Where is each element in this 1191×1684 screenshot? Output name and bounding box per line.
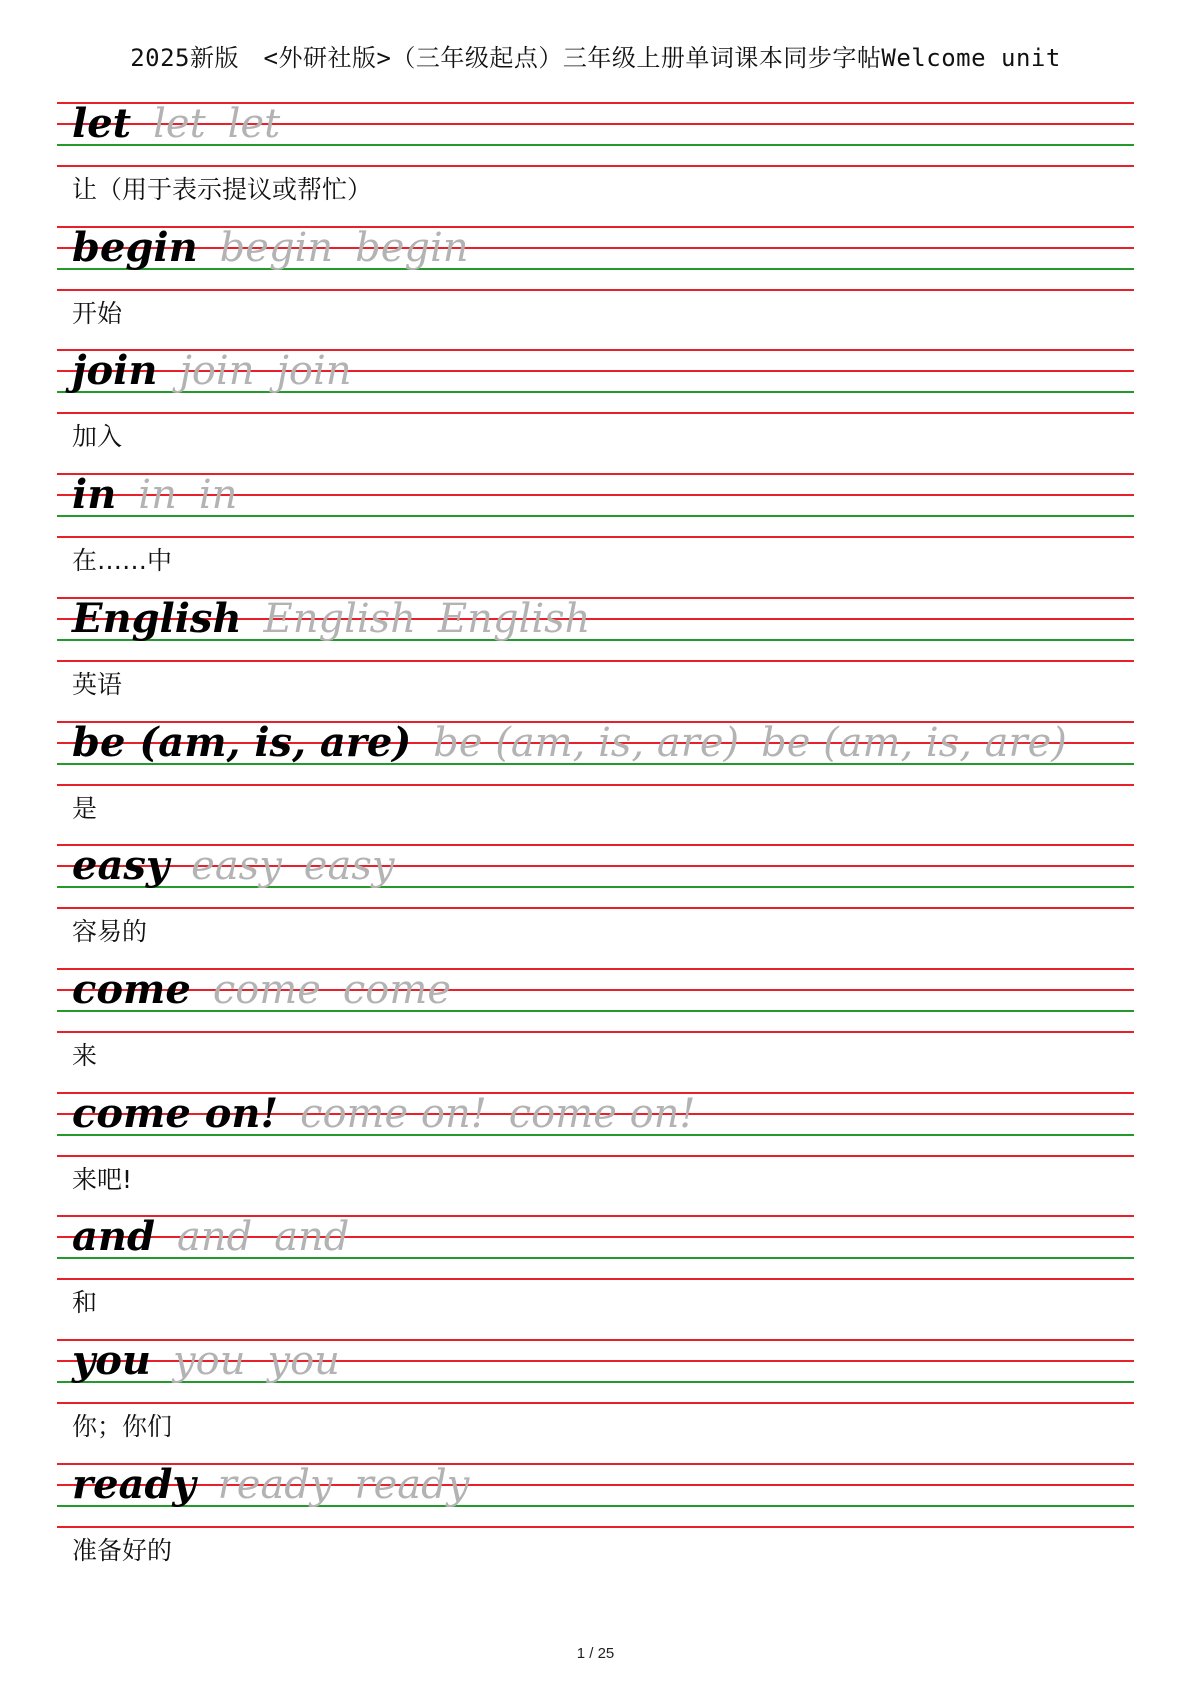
word-trace: be (am, is, are) bbox=[761, 720, 1067, 766]
word-trace: come on! bbox=[508, 1091, 696, 1137]
word-trace: ready bbox=[217, 1462, 333, 1508]
word-row bbox=[72, 842, 394, 902]
guide-line-bottom bbox=[57, 660, 1134, 662]
word-row bbox=[72, 1461, 469, 1521]
word-trace: let bbox=[153, 101, 206, 147]
word-model: come on! bbox=[72, 1090, 279, 1137]
word-entry bbox=[57, 1463, 1134, 1586]
guide-line-bottom bbox=[57, 536, 1134, 538]
word-trace: easy bbox=[191, 843, 282, 889]
guide-line-bottom bbox=[57, 1402, 1134, 1404]
word-row bbox=[72, 1090, 696, 1150]
word-meaning: 让（用于表示提议或帮忙） bbox=[72, 175, 373, 204]
word-row bbox=[72, 1337, 340, 1397]
word-trace: English bbox=[263, 596, 416, 642]
word-meaning: 来吧! bbox=[72, 1165, 133, 1194]
word-meaning: 开始 bbox=[72, 299, 123, 328]
word-trace: join bbox=[276, 348, 352, 394]
word-trace: in bbox=[138, 472, 177, 518]
word-meaning: 容易的 bbox=[72, 917, 148, 946]
word-model: let bbox=[72, 100, 132, 147]
word-entry bbox=[57, 1339, 1134, 1462]
word-row bbox=[72, 100, 280, 160]
word-model: you bbox=[72, 1337, 152, 1384]
word-model: join bbox=[72, 347, 158, 394]
word-model: in bbox=[72, 471, 117, 518]
word-trace: in bbox=[198, 472, 238, 518]
word-meaning: 加入 bbox=[72, 422, 123, 451]
guide-line-bottom bbox=[57, 784, 1134, 786]
word-entry bbox=[57, 473, 1134, 596]
word-trace: English bbox=[437, 596, 591, 642]
word-model: come bbox=[72, 966, 191, 1013]
word-entry bbox=[57, 226, 1134, 349]
word-meaning: 和 bbox=[72, 1288, 98, 1317]
word-trace: come on! bbox=[300, 1091, 487, 1137]
word-trace: join bbox=[179, 348, 255, 394]
word-entry bbox=[57, 1092, 1134, 1215]
word-trace: and bbox=[176, 1214, 253, 1260]
word-model: English bbox=[72, 595, 242, 642]
word-meaning: 英语 bbox=[72, 670, 123, 699]
word-row bbox=[72, 1213, 349, 1273]
word-trace: let bbox=[227, 101, 281, 147]
word-row bbox=[72, 595, 590, 655]
word-entry bbox=[57, 349, 1134, 472]
word-model: ready bbox=[72, 1461, 196, 1508]
word-model: and bbox=[72, 1213, 155, 1260]
word-trace: begin bbox=[219, 225, 334, 271]
word-model: begin bbox=[72, 224, 198, 271]
word-model: easy bbox=[72, 842, 170, 889]
word-entry bbox=[57, 1215, 1134, 1338]
guide-line-bottom bbox=[57, 412, 1134, 414]
word-trace: ready bbox=[354, 1462, 470, 1508]
guide-line-bottom bbox=[57, 1278, 1134, 1280]
guide-line-bottom bbox=[57, 1031, 1134, 1033]
page-title: 2025新版 <外研社版>（三年级起点）三年级上册单词课本同步字帖Welcome unit bbox=[130, 44, 1061, 72]
word-trace: come bbox=[212, 967, 321, 1013]
word-meaning: 是 bbox=[72, 794, 98, 823]
word-trace: easy bbox=[303, 843, 395, 889]
page-number: 1 / 25 bbox=[576, 1645, 615, 1662]
word-entry bbox=[57, 597, 1134, 720]
word-meaning: 准备好的 bbox=[72, 1536, 173, 1565]
guide-line-bottom bbox=[57, 1526, 1134, 1528]
word-entry bbox=[57, 721, 1134, 844]
word-model: be (am, is, are) bbox=[72, 719, 412, 766]
word-meaning: 你；你们 bbox=[72, 1412, 173, 1441]
word-trace: you bbox=[267, 1338, 340, 1384]
word-trace: come bbox=[342, 967, 451, 1013]
word-row bbox=[72, 347, 352, 407]
word-row bbox=[72, 224, 469, 284]
guide-line-bottom bbox=[57, 289, 1134, 291]
word-trace: you bbox=[173, 1338, 246, 1384]
word-meaning: 来 bbox=[72, 1041, 98, 1070]
word-row bbox=[72, 966, 451, 1026]
word-trace: begin bbox=[355, 225, 469, 271]
guide-line-bottom bbox=[57, 165, 1134, 167]
word-meaning: 在……中 bbox=[72, 546, 173, 575]
guide-line-bottom bbox=[57, 907, 1134, 909]
word-row bbox=[72, 471, 237, 531]
word-entry bbox=[57, 102, 1134, 225]
guide-line-bottom bbox=[57, 1155, 1134, 1157]
word-trace: and bbox=[274, 1214, 350, 1260]
word-row bbox=[72, 719, 1067, 779]
word-trace: be (am, is, are) bbox=[433, 720, 740, 766]
word-entry bbox=[57, 968, 1134, 1091]
word-entry bbox=[57, 844, 1134, 967]
